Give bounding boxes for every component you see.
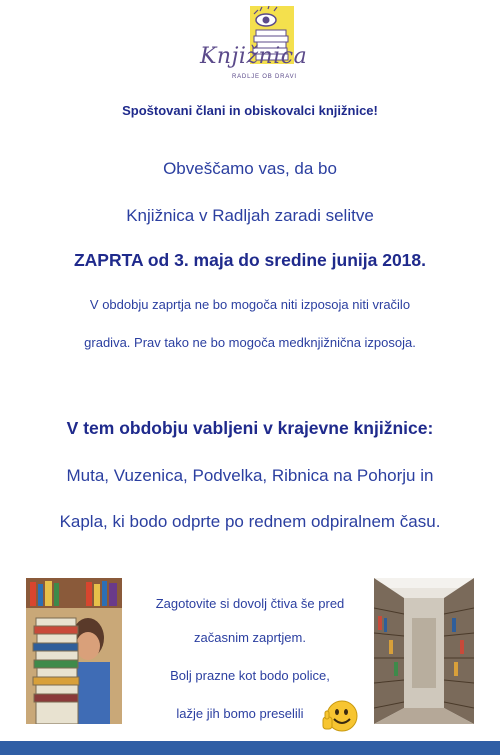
greeting: Spoštovani člani in obiskovalci knjižnice! <box>122 103 378 118</box>
info-line-1: V obdobju zaprtja ne bo mogoča niti izposoja niti vračilo <box>89 297 411 312</box>
notice-line-1: Obveščamo vas, da bo <box>163 159 337 178</box>
libraries-line-1: Muta, Vuzenica, Podvelka, Ribnica na Pohorju in <box>66 466 434 485</box>
logo-subtitle: RADLJE OB DRAVI <box>232 74 297 80</box>
libraries-line-2: Kapla, ki bodo odprte po rednem odpiralnem času. <box>59 512 441 531</box>
bottom-line-4: lažje jih bomo preselili <box>176 706 304 721</box>
bottom-line-2: začasnim zaprtjem. <box>194 630 306 645</box>
logo-name: Knjižnica <box>200 44 308 69</box>
info-line-2: gradiva. Prav tako ne bo mogoča medknjižnična izposoja. <box>84 335 416 350</box>
invite-heading: V tem obdobju vabljeni v krajevne knjižnice: <box>66 418 434 438</box>
thumbs-up-smiley-icon <box>322 697 360 735</box>
bottom-line-1: Zagotovite si dovolj čtiva še pred <box>155 596 345 611</box>
closure-dates: ZAPRTA od 3. maja do sredine junija 2018. <box>73 250 427 270</box>
footer-bar <box>0 741 500 755</box>
bottom-line-3: Bolj prazne kot bodo police, <box>170 668 330 683</box>
notice-line-2: Knjižnica v Radljah zaradi selitve <box>126 206 374 225</box>
